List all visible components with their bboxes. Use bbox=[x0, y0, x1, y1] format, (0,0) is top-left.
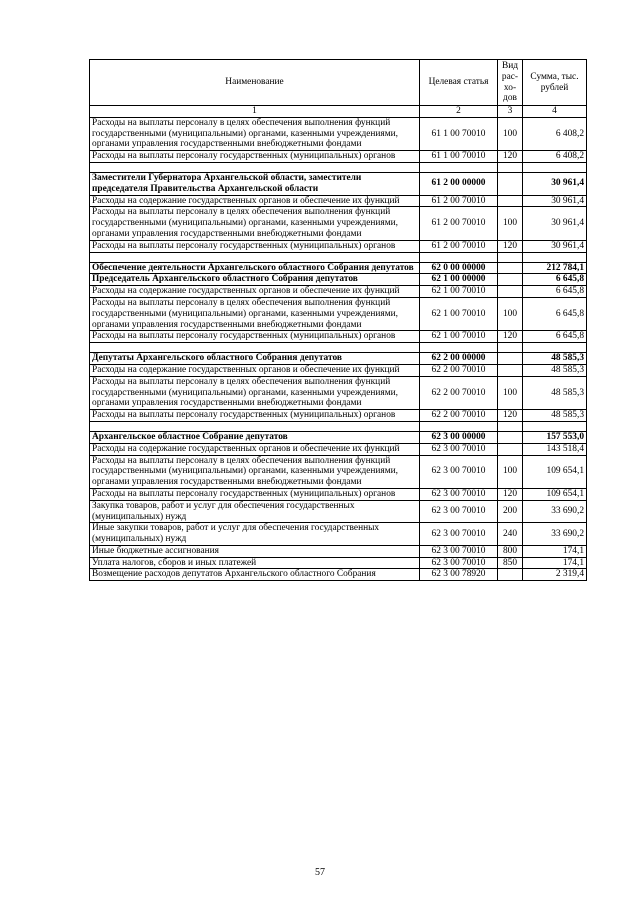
cell-name: Расходы на содержание государственных органов и обеспечение их функций bbox=[90, 364, 420, 376]
table-row bbox=[90, 117, 587, 150]
spacer-cell bbox=[90, 343, 420, 353]
spacer-cell bbox=[498, 162, 523, 172]
cell-vid: 100 bbox=[498, 455, 523, 488]
spacer-cell bbox=[523, 343, 587, 353]
cell-code: 61 1 00 70010 bbox=[420, 117, 498, 150]
cell-vid: 100 bbox=[498, 297, 523, 330]
cell-vid bbox=[498, 569, 523, 581]
cell-vid: 100 bbox=[498, 117, 523, 150]
cell-name: Расходы на выплаты персоналу государственных (муниципальных) органов bbox=[90, 331, 420, 343]
cell-sum: 174,1 bbox=[523, 545, 587, 557]
cell-code: 61 1 00 70010 bbox=[420, 151, 498, 163]
cell-sum: 33 690,2 bbox=[523, 500, 587, 523]
cell-code: 62 2 00 70010 bbox=[420, 410, 498, 422]
header-name: Наименование bbox=[90, 60, 420, 106]
cell-code: 61 2 00 70010 bbox=[420, 195, 498, 207]
spacer-row bbox=[90, 252, 587, 262]
cell-name: Заместители Губернатора Архангельской области, заместители председателя Правительства Архангельской области bbox=[90, 172, 420, 195]
spacer-cell bbox=[523, 162, 587, 172]
cell-vid: 120 bbox=[498, 240, 523, 252]
spacer-cell bbox=[90, 252, 420, 262]
spacer-row bbox=[90, 162, 587, 172]
table-row bbox=[90, 297, 587, 330]
cell-name: Расходы на выплаты персоналу государственных (муниципальных) органов bbox=[90, 240, 420, 252]
cell-name: Архангельское областное Собрание депутатов bbox=[90, 431, 420, 443]
table-row bbox=[90, 376, 587, 409]
section-row bbox=[90, 262, 587, 274]
column-number-row bbox=[90, 106, 587, 118]
cell-code: 62 1 00 70010 bbox=[420, 297, 498, 330]
cell-code: 61 2 00 70010 bbox=[420, 207, 498, 240]
spacer-cell bbox=[90, 421, 420, 431]
cell-code: 62 1 00 00000 bbox=[420, 274, 498, 286]
cell-name: Председатель Архангельского областного Собрания депутатов bbox=[90, 274, 420, 286]
cell-sum: 48 585,3 bbox=[523, 376, 587, 409]
cell-vid: 120 bbox=[498, 488, 523, 500]
cell-sum: 157 553,0 bbox=[523, 431, 587, 443]
cell-vid bbox=[498, 286, 523, 298]
page-number: 57 bbox=[315, 867, 325, 878]
cell-name: Расходы на выплаты персоналу в целях обеспечения выполнения функций государственными (муниципальными) органами, казенными учреждениями, органами управления государственными внебюджетными фондами bbox=[90, 376, 420, 409]
cell-name: Закупка товаров, работ и услуг для обеспечения государственных (муниципальных) нужд bbox=[90, 500, 420, 523]
table-body bbox=[90, 117, 587, 580]
cell-vid bbox=[498, 195, 523, 207]
table-row bbox=[90, 286, 587, 298]
cell-name: Уплата налогов, сборов и иных платежей bbox=[90, 557, 420, 569]
cell-code: 62 3 00 70010 bbox=[420, 557, 498, 569]
column-number-4: 4 bbox=[523, 106, 587, 118]
spacer-cell bbox=[420, 252, 498, 262]
cell-vid bbox=[498, 443, 523, 455]
table-row bbox=[90, 545, 587, 557]
cell-vid: 200 bbox=[498, 500, 523, 523]
spacer-cell bbox=[420, 343, 498, 353]
cell-name: Расходы на содержание государственных органов и обеспечение их функций bbox=[90, 443, 420, 455]
column-number-1: 1 bbox=[90, 106, 420, 118]
cell-sum: 109 654,1 bbox=[523, 455, 587, 488]
cell-code: 61 2 00 00000 bbox=[420, 172, 498, 195]
cell-sum: 6 408,2 bbox=[523, 151, 587, 163]
cell-sum: 33 690,2 bbox=[523, 523, 587, 546]
spacer-cell bbox=[523, 252, 587, 262]
cell-sum: 109 654,1 bbox=[523, 488, 587, 500]
spacer-cell bbox=[90, 162, 420, 172]
section-row bbox=[90, 353, 587, 365]
cell-name: Иные бюджетные ассигнования bbox=[90, 545, 420, 557]
spacer-row bbox=[90, 343, 587, 353]
section-row bbox=[90, 431, 587, 443]
cell-vid: 100 bbox=[498, 376, 523, 409]
cell-code: 62 3 00 00000 bbox=[420, 431, 498, 443]
cell-vid bbox=[498, 431, 523, 443]
cell-vid bbox=[498, 364, 523, 376]
table-row bbox=[90, 488, 587, 500]
table-row bbox=[90, 240, 587, 252]
cell-sum: 6 645,8 bbox=[523, 331, 587, 343]
cell-name: Расходы на выплаты персоналу государственных (муниципальных) органов bbox=[90, 488, 420, 500]
cell-vid bbox=[498, 262, 523, 274]
cell-name: Расходы на содержание государственных органов и обеспечение их функций bbox=[90, 286, 420, 298]
cell-sum: 6 408,2 bbox=[523, 117, 587, 150]
cell-sum: 174,1 bbox=[523, 557, 587, 569]
table-row bbox=[90, 500, 587, 523]
column-number-3: 3 bbox=[498, 106, 523, 118]
cell-sum: 30 961,4 bbox=[523, 207, 587, 240]
section-row bbox=[90, 274, 587, 286]
cell-code: 62 3 00 70010 bbox=[420, 545, 498, 557]
cell-vid: 120 bbox=[498, 410, 523, 422]
cell-name: Расходы на выплаты персоналу в целях обеспечения выполнения функций государственными (муниципальными) органами, казенными учреждениями, органами управления государственными внебюджетными фондами bbox=[90, 117, 420, 150]
spacer-cell bbox=[523, 421, 587, 431]
budget-table bbox=[89, 59, 587, 581]
cell-vid bbox=[498, 274, 523, 286]
cell-code: 62 2 00 70010 bbox=[420, 376, 498, 409]
spacer-cell bbox=[498, 421, 523, 431]
cell-sum: 30 961,4 bbox=[523, 172, 587, 195]
cell-name: Расходы на выплаты персоналу в целях обеспечения выполнения функций государственными (муниципальными) органами, казенными учреждениями, органами управления государственными внебюджетными фондами bbox=[90, 207, 420, 240]
table-row bbox=[90, 443, 587, 455]
table-row bbox=[90, 410, 587, 422]
cell-name: Расходы на выплаты персоналу государственных (муниципальных) органов bbox=[90, 410, 420, 422]
table-row bbox=[90, 364, 587, 376]
header-code: Целевая статья bbox=[420, 60, 498, 106]
cell-name: Депутаты Архангельского областного Собрания депутатов bbox=[90, 353, 420, 365]
cell-sum: 212 784,1 bbox=[523, 262, 587, 274]
cell-code: 62 3 00 70010 bbox=[420, 443, 498, 455]
table-row bbox=[90, 557, 587, 569]
table-row bbox=[90, 455, 587, 488]
cell-vid: 120 bbox=[498, 331, 523, 343]
cell-code: 62 3 00 78920 bbox=[420, 569, 498, 581]
cell-sum: 30 961,4 bbox=[523, 195, 587, 207]
cell-vid: 100 bbox=[498, 207, 523, 240]
cell-code: 62 0 00 00000 bbox=[420, 262, 498, 274]
cell-name: Иные закупки товаров, работ и услуг для обеспечения государственных (муниципальных) нужд bbox=[90, 523, 420, 546]
cell-sum: 30 961,4 bbox=[523, 240, 587, 252]
cell-sum: 2 319,4 bbox=[523, 569, 587, 581]
cell-vid: 120 bbox=[498, 151, 523, 163]
column-number-2: 2 bbox=[420, 106, 498, 118]
cell-code: 62 2 00 70010 bbox=[420, 364, 498, 376]
cell-name: Возмещение расходов депутатов Архангельского областного Собрания bbox=[90, 569, 420, 581]
cell-code: 62 1 00 70010 bbox=[420, 331, 498, 343]
header-row bbox=[90, 60, 587, 106]
cell-sum: 6 645,8 bbox=[523, 274, 587, 286]
spacer-cell bbox=[420, 421, 498, 431]
cell-vid bbox=[498, 172, 523, 195]
table-row bbox=[90, 331, 587, 343]
header-sum: Сумма, тыс. рублей bbox=[523, 60, 587, 106]
table-row bbox=[90, 569, 587, 581]
cell-name: Расходы на выплаты персоналу в целях обеспечения выполнения функций государственными (муниципальными) органами, казенными учреждениями, органами управления государственными внебюджетными фондами bbox=[90, 455, 420, 488]
spacer-row bbox=[90, 421, 587, 431]
cell-sum: 6 645,8 bbox=[523, 286, 587, 298]
cell-code: 62 3 00 70010 bbox=[420, 488, 498, 500]
cell-name: Расходы на выплаты персоналу государственных (муниципальных) органов bbox=[90, 151, 420, 163]
cell-vid: 240 bbox=[498, 523, 523, 546]
header-vid: Вид рас-хо-дов bbox=[498, 60, 523, 106]
cell-sum: 48 585,3 bbox=[523, 410, 587, 422]
table-row bbox=[90, 207, 587, 240]
cell-code: 61 2 00 70010 bbox=[420, 240, 498, 252]
section-row bbox=[90, 172, 587, 195]
table-row bbox=[90, 195, 587, 207]
cell-code: 62 3 00 70010 bbox=[420, 455, 498, 488]
cell-name: Расходы на содержание государственных органов и обеспечение их функций bbox=[90, 195, 420, 207]
cell-code: 62 3 00 70010 bbox=[420, 500, 498, 523]
spacer-cell bbox=[420, 162, 498, 172]
table-header bbox=[90, 60, 587, 118]
cell-sum: 6 645,8 bbox=[523, 297, 587, 330]
cell-sum: 48 585,3 bbox=[523, 353, 587, 365]
cell-vid: 850 bbox=[498, 557, 523, 569]
cell-sum: 48 585,3 bbox=[523, 364, 587, 376]
spacer-cell bbox=[498, 343, 523, 353]
table-row bbox=[90, 151, 587, 163]
cell-name: Обеспечение деятельности Архангельского областного Собрания депутатов bbox=[90, 262, 420, 274]
cell-vid bbox=[498, 353, 523, 365]
cell-vid: 800 bbox=[498, 545, 523, 557]
spacer-cell bbox=[498, 252, 523, 262]
table-row bbox=[90, 523, 587, 546]
cell-code: 62 2 00 00000 bbox=[420, 353, 498, 365]
cell-sum: 143 518,4 bbox=[523, 443, 587, 455]
cell-name: Расходы на выплаты персоналу в целях обеспечения выполнения функций государственными (муниципальными) органами, казенными учреждениями, органами управления государственными внебюджетными фондами bbox=[90, 297, 420, 330]
cell-code: 62 1 00 70010 bbox=[420, 286, 498, 298]
cell-code: 62 3 00 70010 bbox=[420, 523, 498, 546]
